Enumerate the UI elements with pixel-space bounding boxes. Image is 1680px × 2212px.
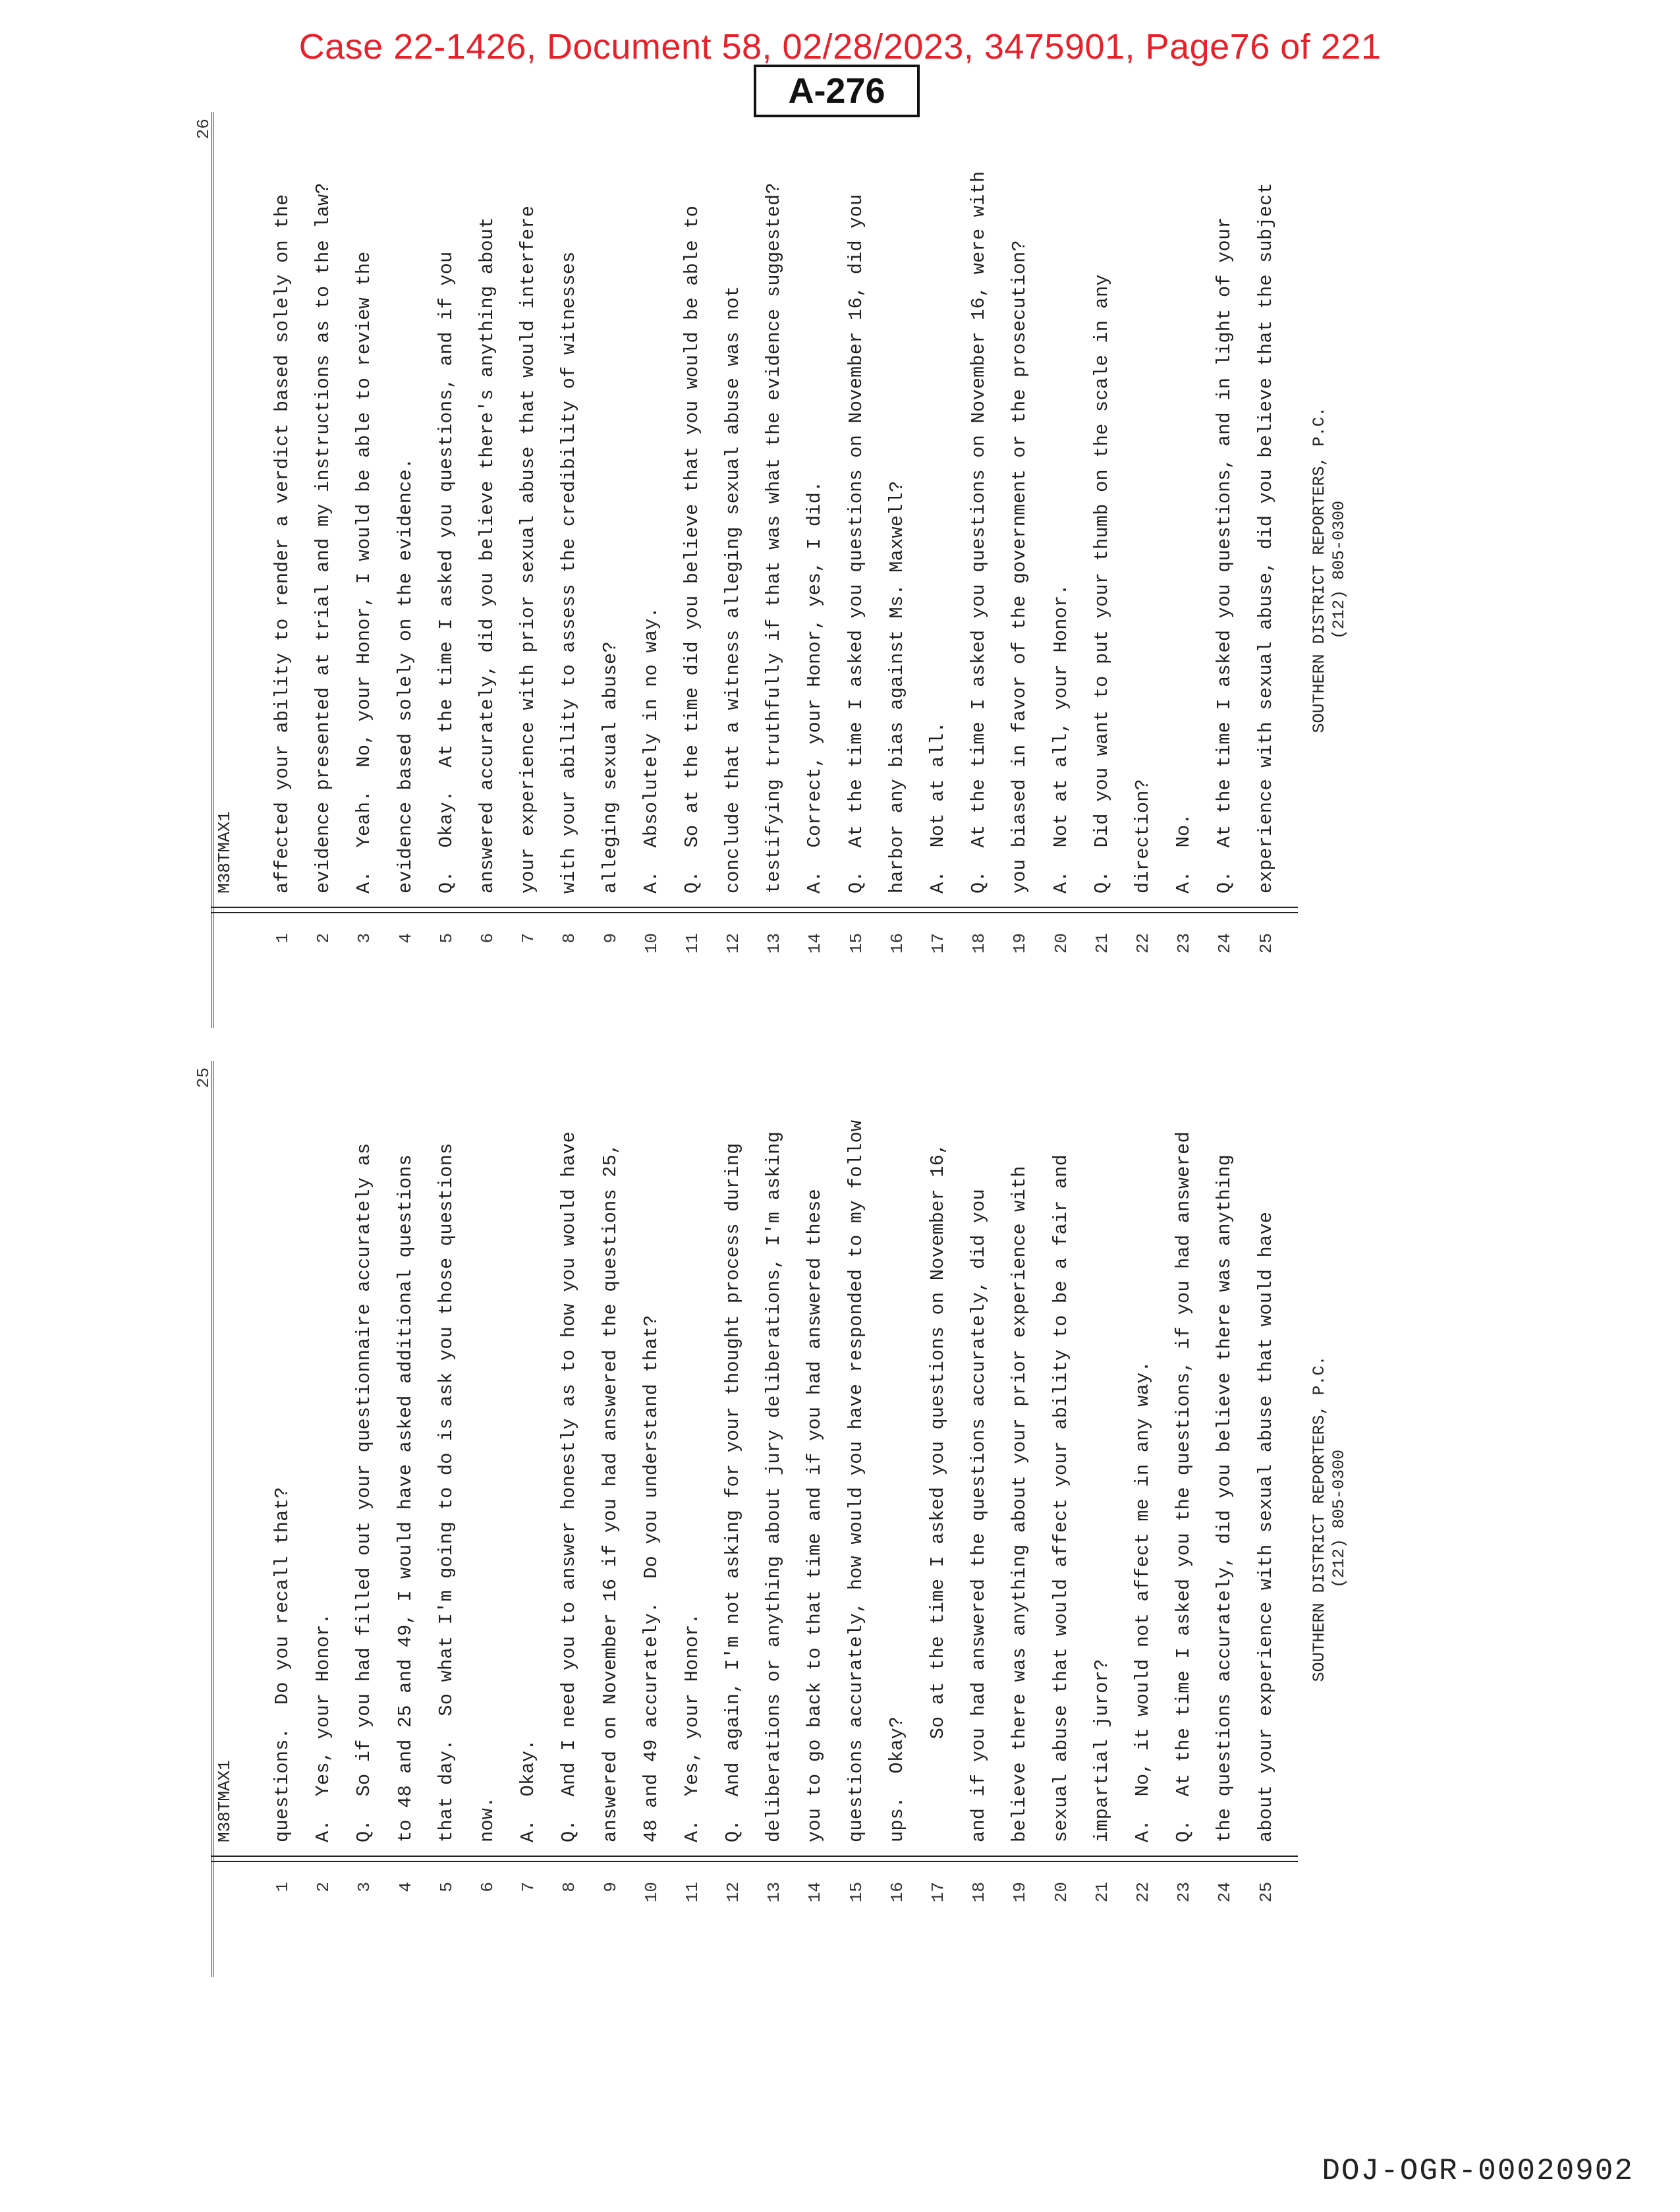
transcript-line bbox=[1246, 112, 1287, 1028]
line-text: your experience with prior sexual abuse that would interfere bbox=[517, 205, 540, 893]
transcript-line bbox=[631, 112, 672, 1028]
line-number: 1 bbox=[273, 1882, 293, 1892]
reporter-footer bbox=[1310, 112, 1349, 1028]
line-number: 3 bbox=[354, 1882, 375, 1892]
line-text: Q. At the time I asked you the questions, if you had answered bbox=[1173, 1131, 1195, 1842]
line-number: 20 bbox=[1051, 1882, 1071, 1903]
line-text: A. No. bbox=[1173, 813, 1195, 893]
transcript-line bbox=[1082, 1061, 1123, 1977]
line-text: So at the time I asked you questions on November 16, bbox=[927, 1143, 949, 1842]
line-number: 12 bbox=[723, 933, 744, 954]
line-number: 14 bbox=[805, 1882, 826, 1903]
line-text: impartial juror? bbox=[1090, 1659, 1113, 1842]
transcript-line bbox=[344, 1061, 385, 1977]
line-number: 23 bbox=[1174, 933, 1194, 954]
line-number: 8 bbox=[559, 933, 580, 944]
line-text: to 48 and 25 and 49, I would have asked additional questions bbox=[394, 1154, 416, 1842]
line-text: A. Not at all. bbox=[927, 721, 949, 893]
line-text: A. Yes, your Honor. bbox=[681, 1612, 703, 1842]
line-text: A. Yeah. No, your Honor, I would be able to review the bbox=[353, 251, 376, 893]
transcript-line bbox=[467, 1061, 508, 1977]
line-text: questions accurately, how would you have responded to my follow bbox=[845, 1120, 867, 1842]
line-text: answered accurately, did you believe there's anything about bbox=[476, 217, 498, 893]
line-text: affected your ability to render a verdict based solely on the bbox=[271, 194, 293, 893]
line-text: that day. So what I'm going to do is ask you those questions bbox=[435, 1143, 457, 1842]
transcript-line bbox=[467, 112, 508, 1028]
line-number: 18 bbox=[969, 933, 990, 954]
line-text: Q. So at the time did you believe that you would be able to bbox=[681, 205, 703, 893]
transcript-line bbox=[754, 112, 795, 1028]
transcript-line bbox=[836, 1061, 877, 1977]
transcript-line bbox=[262, 112, 303, 1028]
line-text: direction? bbox=[1131, 778, 1154, 893]
line-number: 25 bbox=[1256, 933, 1276, 954]
line-number: 6 bbox=[477, 933, 497, 944]
line-number: 4 bbox=[395, 933, 416, 944]
line-number: 19 bbox=[1010, 933, 1030, 954]
page-number: 25 bbox=[194, 1067, 213, 1089]
line-text: conclude that a witness alleging sexual abuse was not bbox=[722, 285, 744, 893]
line-text: evidence presented at trial and my instructions as to the law? bbox=[312, 183, 335, 893]
line-number: 10 bbox=[641, 1882, 661, 1903]
transcript-line bbox=[1163, 1061, 1204, 1977]
line-text: Q. Okay. At the time I asked you questions, and if you bbox=[435, 251, 457, 893]
transcript-line bbox=[672, 1061, 713, 1977]
line-number: 8 bbox=[559, 1882, 580, 1892]
line-text: A. Absolutely in no way. bbox=[640, 606, 662, 893]
transcript-line bbox=[590, 112, 631, 1028]
transcript-line bbox=[795, 112, 835, 1028]
line-text: 48 and 49 accurately. Do you understand that? bbox=[640, 1315, 662, 1842]
line-text: Q. And I need you to answer honestly as to how you would have bbox=[558, 1131, 580, 1842]
transcript-line bbox=[1041, 1061, 1082, 1977]
line-text: Q. Did you want to put your thumb on the scale in any bbox=[1090, 274, 1113, 893]
transcript-line bbox=[344, 112, 385, 1028]
line-text: A. Okay. bbox=[517, 1739, 540, 1842]
transcript-line bbox=[918, 112, 959, 1028]
line-text: testifying truthfully if that was what the evidence suggested? bbox=[763, 183, 785, 893]
line-number: 22 bbox=[1133, 1882, 1153, 1903]
transcript-line bbox=[385, 1061, 426, 1977]
line-number: 9 bbox=[600, 1882, 621, 1892]
reporter-name: SOUTHERN DISTRICT REPORTERS, P.C. bbox=[1310, 1355, 1329, 1682]
transcript-line bbox=[590, 1061, 631, 1977]
line-number: 17 bbox=[928, 933, 948, 954]
line-number: 20 bbox=[1051, 933, 1071, 954]
reporter-name: SOUTHERN DISTRICT REPORTERS, P.C. bbox=[1310, 407, 1329, 733]
line-number: 15 bbox=[846, 933, 866, 954]
transcript-line bbox=[631, 1061, 672, 1977]
line-number: 16 bbox=[887, 933, 907, 954]
transcript-line bbox=[1204, 112, 1245, 1028]
line-number: 18 bbox=[969, 1882, 990, 1903]
transcript-line bbox=[508, 1061, 549, 1977]
line-text: the questions accurately, did you believe there was anything bbox=[1214, 1154, 1236, 1842]
transcript-line bbox=[999, 112, 1040, 1028]
line-text: Q. At the time I asked you questions, and in light of your bbox=[1214, 217, 1236, 893]
line-text: A. Not at all, your Honor. bbox=[1050, 584, 1072, 893]
transcript-line bbox=[918, 1061, 959, 1977]
transcript-line bbox=[549, 112, 590, 1028]
transcript-line bbox=[549, 1061, 590, 1977]
line-number: 24 bbox=[1215, 1882, 1235, 1903]
exhibit-number: A-276 bbox=[754, 65, 920, 117]
transcript-line bbox=[795, 1061, 835, 1977]
reporter-footer bbox=[1310, 1061, 1349, 1977]
line-text: sexual abuse that would affect your ability to be a fair and bbox=[1050, 1154, 1072, 1842]
line-text: Q. At the time I asked you questions on November 16, were with bbox=[968, 171, 990, 893]
transcript-line bbox=[836, 112, 877, 1028]
transcript-page-26 bbox=[194, 112, 1349, 1028]
line-number: 7 bbox=[518, 933, 539, 944]
line-number: 25 bbox=[1256, 1882, 1276, 1903]
line-number: 21 bbox=[1092, 1882, 1112, 1903]
transcript-line bbox=[426, 112, 467, 1028]
page-number: 26 bbox=[194, 119, 213, 140]
line-text: Q. At the time I asked you questions on November 16, did you bbox=[845, 194, 867, 893]
line-number: 21 bbox=[1092, 933, 1112, 954]
transcript-line bbox=[1041, 112, 1082, 1028]
transcript-page-25 bbox=[194, 1061, 1349, 1977]
line-text: A. Correct, your Honor, yes, I did. bbox=[804, 480, 826, 893]
line-number: 12 bbox=[723, 1882, 744, 1903]
line-number: 5 bbox=[436, 1882, 457, 1892]
line-number: 1 bbox=[273, 933, 293, 944]
case-header: Case 22-1426, Document 58, 02/28/2023, 3475901, Page76 of 221 bbox=[298, 27, 1382, 67]
transcript-line bbox=[713, 1061, 754, 1977]
line-number: 14 bbox=[805, 933, 826, 954]
transcript-line bbox=[713, 112, 754, 1028]
transcript-line bbox=[1123, 1061, 1163, 1977]
line-text: and if you had answered the questions accurately, did you bbox=[968, 1189, 990, 1842]
line-number: 4 bbox=[395, 1882, 416, 1892]
transcript-line bbox=[303, 1061, 344, 1977]
transcript-line bbox=[385, 112, 426, 1028]
line-text: evidence based solely on the evidence. bbox=[394, 457, 416, 893]
line-text: Q. And again, I'm not asking for your thought process during bbox=[722, 1143, 744, 1842]
transcript-line bbox=[754, 1061, 795, 1977]
top-rule bbox=[211, 112, 213, 1028]
transcript-line bbox=[1123, 112, 1163, 1028]
line-text: questions. Do you recall that? bbox=[271, 1487, 293, 1842]
line-text: Q. So if you had filled out your questionnaire accurately as bbox=[353, 1143, 376, 1842]
line-number: 15 bbox=[846, 1882, 866, 1903]
line-number: 24 bbox=[1215, 933, 1235, 954]
transcript-line bbox=[672, 112, 713, 1028]
line-text: A. No, it would not affect me in any way. bbox=[1131, 1361, 1154, 1842]
bates-number: DOJ-OGR-00020902 bbox=[1322, 2154, 1634, 2188]
line-text: ups. Okay? bbox=[885, 1716, 908, 1842]
transcript-line bbox=[877, 112, 918, 1028]
line-number: 6 bbox=[477, 1882, 497, 1892]
line-number: 2 bbox=[314, 933, 334, 944]
line-text: answered on November 16 if you had answered the questions 25, bbox=[599, 1143, 621, 1842]
line-number: 2 bbox=[314, 1882, 334, 1892]
line-text: you to go back to that time and if you had answered these bbox=[804, 1189, 826, 1842]
transcript-line bbox=[1246, 1061, 1287, 1977]
line-number: 23 bbox=[1174, 1882, 1194, 1903]
line-number: 13 bbox=[764, 1882, 785, 1903]
line-number: 11 bbox=[682, 1882, 702, 1903]
transcript-code: M38TMAX1 bbox=[215, 1760, 235, 1842]
top-rule bbox=[211, 1061, 213, 1977]
reporter-phone: (212) 805-0300 bbox=[1330, 500, 1349, 640]
transcript-line bbox=[262, 1061, 303, 1977]
transcript-code: M38TMAX1 bbox=[215, 811, 235, 893]
line-number: 5 bbox=[436, 933, 457, 944]
transcript-line bbox=[508, 112, 549, 1028]
transcript-line bbox=[877, 1061, 918, 1977]
transcript-line bbox=[426, 1061, 467, 1977]
line-text: believe there was anything about your prior experience with bbox=[1009, 1166, 1031, 1842]
line-text: deliberations or anything about jury deliberations, I'm asking bbox=[763, 1131, 785, 1842]
transcript-line bbox=[1082, 112, 1123, 1028]
line-number: 11 bbox=[682, 933, 702, 954]
line-number: 3 bbox=[354, 933, 375, 944]
transcript-lines bbox=[262, 1061, 1287, 1977]
reporter-phone: (212) 805-0300 bbox=[1330, 1449, 1349, 1589]
line-text: A. Yes, your Honor. bbox=[312, 1612, 335, 1842]
line-number: 17 bbox=[928, 1882, 948, 1903]
line-number: 16 bbox=[887, 1882, 907, 1903]
line-number: 7 bbox=[518, 1882, 539, 1892]
transcript-line bbox=[959, 1061, 999, 1977]
line-text: with your ability to assess the credibility of witnesses bbox=[558, 251, 580, 893]
transcript-lines bbox=[262, 112, 1287, 1028]
transcript-line bbox=[959, 112, 999, 1028]
line-number: 19 bbox=[1010, 1882, 1030, 1903]
line-text: about your experience with sexual abuse that would have bbox=[1254, 1211, 1277, 1842]
transcript-line bbox=[1204, 1061, 1245, 1977]
line-number: 22 bbox=[1133, 933, 1153, 954]
transcript-line bbox=[1163, 112, 1204, 1028]
line-text: you biased in favor of the government or the prosecution? bbox=[1009, 240, 1031, 893]
line-number: 10 bbox=[641, 933, 661, 954]
line-text: experience with sexual abuse, did you believe that the subject bbox=[1254, 183, 1277, 893]
line-text: now. bbox=[476, 1796, 498, 1842]
line-number: 9 bbox=[600, 933, 621, 944]
transcript-line bbox=[303, 112, 344, 1028]
line-text: harbor any bias against Ms. Maxwell? bbox=[885, 480, 908, 893]
line-number: 13 bbox=[764, 933, 785, 954]
line-text: alleging sexual abuse? bbox=[599, 641, 621, 893]
transcript-line bbox=[999, 1061, 1040, 1977]
